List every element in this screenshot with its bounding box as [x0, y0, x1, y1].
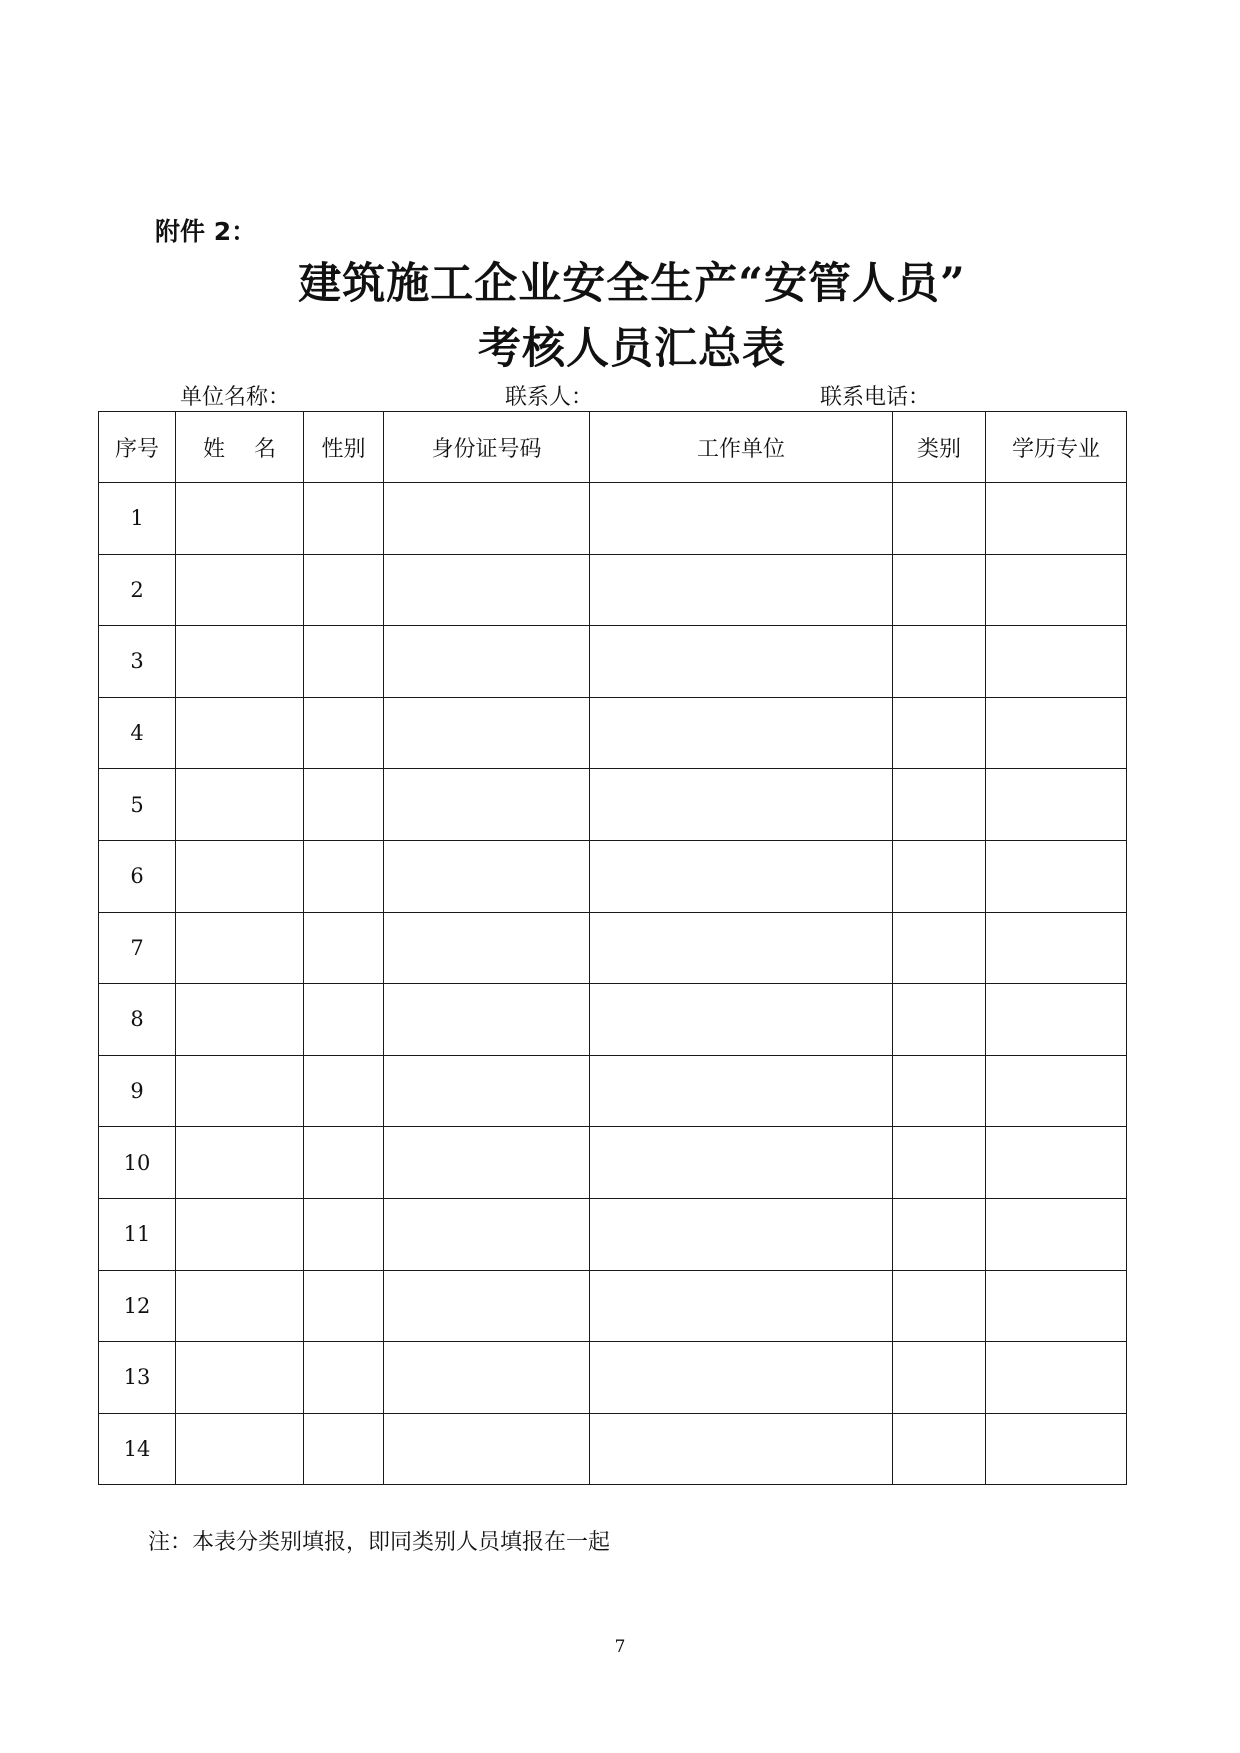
- table-header-row: [99, 412, 1127, 483]
- table-row: [99, 1198, 1127, 1270]
- category-cell[interactable]: [893, 626, 986, 698]
- category-cell[interactable]: [893, 697, 986, 769]
- table-row: [99, 1413, 1127, 1485]
- work-unit-cell[interactable]: [590, 554, 893, 626]
- name-cell[interactable]: [176, 1413, 304, 1485]
- work-unit-cell[interactable]: [590, 1413, 893, 1485]
- table-body: [99, 483, 1127, 1485]
- work-unit-cell[interactable]: [590, 1342, 893, 1414]
- name-cell[interactable]: [176, 483, 304, 555]
- id-number-cell[interactable]: [384, 483, 590, 555]
- unit-name-label: 单位名称：: [180, 385, 291, 410]
- id-number-cell[interactable]: [384, 1270, 590, 1342]
- category-cell[interactable]: [893, 554, 986, 626]
- category-cell[interactable]: [893, 912, 986, 984]
- name-cell[interactable]: [176, 769, 304, 841]
- id-number-cell[interactable]: [384, 697, 590, 769]
- table-note: 注：本表分类别填报，即同类别人员填报在一起: [148, 1530, 611, 1555]
- personnel-summary-table: [98, 411, 1127, 1485]
- education-major-cell[interactable]: [986, 1055, 1127, 1127]
- category-cell[interactable]: [893, 984, 986, 1056]
- seq-cell: 12: [99, 1270, 176, 1342]
- seq-cell: 3: [99, 626, 176, 698]
- category-cell[interactable]: [893, 769, 986, 841]
- work-unit-cell[interactable]: [590, 1127, 893, 1199]
- name-cell[interactable]: [176, 1055, 304, 1127]
- header-id-number: 身份证号码: [384, 412, 590, 483]
- education-major-cell[interactable]: [986, 1342, 1127, 1414]
- gender-cell[interactable]: [304, 769, 384, 841]
- name-cell[interactable]: [176, 840, 304, 912]
- table-row: [99, 912, 1127, 984]
- gender-cell[interactable]: [304, 1413, 384, 1485]
- id-number-cell[interactable]: [384, 554, 590, 626]
- seq-cell: 10: [99, 1127, 176, 1199]
- work-unit-cell[interactable]: [590, 912, 893, 984]
- gender-cell[interactable]: [304, 1342, 384, 1414]
- work-unit-cell[interactable]: [590, 1198, 893, 1270]
- education-major-cell[interactable]: [986, 1270, 1127, 1342]
- table-row: [99, 840, 1127, 912]
- id-number-cell[interactable]: [384, 1342, 590, 1414]
- gender-cell[interactable]: [304, 483, 384, 555]
- header-work-unit: 工作单位: [590, 412, 893, 483]
- seq-cell: 8: [99, 984, 176, 1056]
- name-cell[interactable]: [176, 1270, 304, 1342]
- work-unit-cell[interactable]: [590, 984, 893, 1056]
- attachment-label: 附件 2：: [155, 217, 257, 246]
- header-education-major: 学历专业: [986, 412, 1127, 483]
- id-number-cell[interactable]: [384, 1198, 590, 1270]
- document-title-line-1: 建筑施工企业安全生产“安管人员”: [298, 259, 966, 309]
- work-unit-cell[interactable]: [590, 840, 893, 912]
- education-major-cell[interactable]: [986, 912, 1127, 984]
- name-cell[interactable]: [176, 984, 304, 1056]
- table-row: [99, 769, 1127, 841]
- education-major-cell[interactable]: [986, 1413, 1127, 1485]
- gender-cell[interactable]: [304, 626, 384, 698]
- page-number: 7: [614, 1637, 626, 1657]
- table-row: [99, 1055, 1127, 1127]
- category-cell[interactable]: [893, 483, 986, 555]
- id-number-cell[interactable]: [384, 1055, 590, 1127]
- category-cell[interactable]: [893, 1055, 986, 1127]
- seq-cell: 2: [99, 554, 176, 626]
- work-unit-cell[interactable]: [590, 1270, 893, 1342]
- table-row: [99, 1342, 1127, 1414]
- id-number-cell[interactable]: [384, 840, 590, 912]
- name-cell[interactable]: [176, 912, 304, 984]
- education-major-cell[interactable]: [986, 554, 1127, 626]
- seq-cell: 4: [99, 697, 176, 769]
- work-unit-cell[interactable]: [590, 697, 893, 769]
- education-major-cell[interactable]: [986, 1198, 1127, 1270]
- gender-cell[interactable]: [304, 554, 384, 626]
- gender-cell[interactable]: [304, 1127, 384, 1199]
- table-row: [99, 697, 1127, 769]
- education-major-cell[interactable]: [986, 697, 1127, 769]
- education-major-cell[interactable]: [986, 769, 1127, 841]
- table-row: [99, 554, 1127, 626]
- gender-cell[interactable]: [304, 984, 384, 1056]
- education-major-cell[interactable]: [986, 483, 1127, 555]
- education-major-cell[interactable]: [986, 626, 1127, 698]
- category-cell[interactable]: [893, 1413, 986, 1485]
- gender-cell[interactable]: [304, 1198, 384, 1270]
- table-row: [99, 1127, 1127, 1199]
- name-cell[interactable]: [176, 626, 304, 698]
- name-cell[interactable]: [176, 1198, 304, 1270]
- work-unit-cell[interactable]: [590, 626, 893, 698]
- gender-cell[interactable]: [304, 1270, 384, 1342]
- header-gender: 性别: [304, 412, 384, 483]
- education-major-cell[interactable]: [986, 1127, 1127, 1199]
- id-number-cell[interactable]: [384, 984, 590, 1056]
- seq-cell: 7: [99, 912, 176, 984]
- seq-cell: 9: [99, 1055, 176, 1127]
- id-number-cell[interactable]: [384, 1413, 590, 1485]
- id-number-cell[interactable]: [384, 769, 590, 841]
- name-cell[interactable]: [176, 1127, 304, 1199]
- gender-cell[interactable]: [304, 1055, 384, 1127]
- seq-cell: 11: [99, 1198, 176, 1270]
- work-unit-cell[interactable]: [590, 483, 893, 555]
- name-cell[interactable]: [176, 554, 304, 626]
- table-row: [99, 1270, 1127, 1342]
- contact-person-label: 联系人：: [505, 385, 594, 410]
- table-row: [99, 626, 1127, 698]
- category-cell[interactable]: [893, 1342, 986, 1414]
- header-category: 类别: [893, 412, 986, 483]
- gender-cell[interactable]: [304, 697, 384, 769]
- name-cell[interactable]: [176, 697, 304, 769]
- table-row: [99, 483, 1127, 555]
- work-unit-cell[interactable]: [590, 769, 893, 841]
- gender-cell[interactable]: [304, 912, 384, 984]
- id-number-cell[interactable]: [384, 1127, 590, 1199]
- id-number-cell[interactable]: [384, 626, 590, 698]
- id-number-cell[interactable]: [384, 912, 590, 984]
- gender-cell[interactable]: [304, 840, 384, 912]
- contact-phone-label: 联系电话：: [820, 385, 931, 410]
- work-unit-cell[interactable]: [590, 1055, 893, 1127]
- header-seq: 序号: [99, 412, 176, 483]
- header-name: 姓 名: [176, 412, 304, 483]
- category-cell[interactable]: [893, 840, 986, 912]
- seq-cell: 13: [99, 1342, 176, 1414]
- document-title-line-2: 考核人员汇总表: [478, 324, 786, 374]
- seq-cell: 5: [99, 769, 176, 841]
- education-major-cell[interactable]: [986, 984, 1127, 1056]
- table-row: [99, 984, 1127, 1056]
- category-cell[interactable]: [893, 1270, 986, 1342]
- seq-cell: 1: [99, 483, 176, 555]
- name-cell[interactable]: [176, 1342, 304, 1414]
- category-cell[interactable]: [893, 1198, 986, 1270]
- seq-cell: 6: [99, 840, 176, 912]
- category-cell[interactable]: [893, 1127, 986, 1199]
- seq-cell: 14: [99, 1413, 176, 1485]
- education-major-cell[interactable]: [986, 840, 1127, 912]
